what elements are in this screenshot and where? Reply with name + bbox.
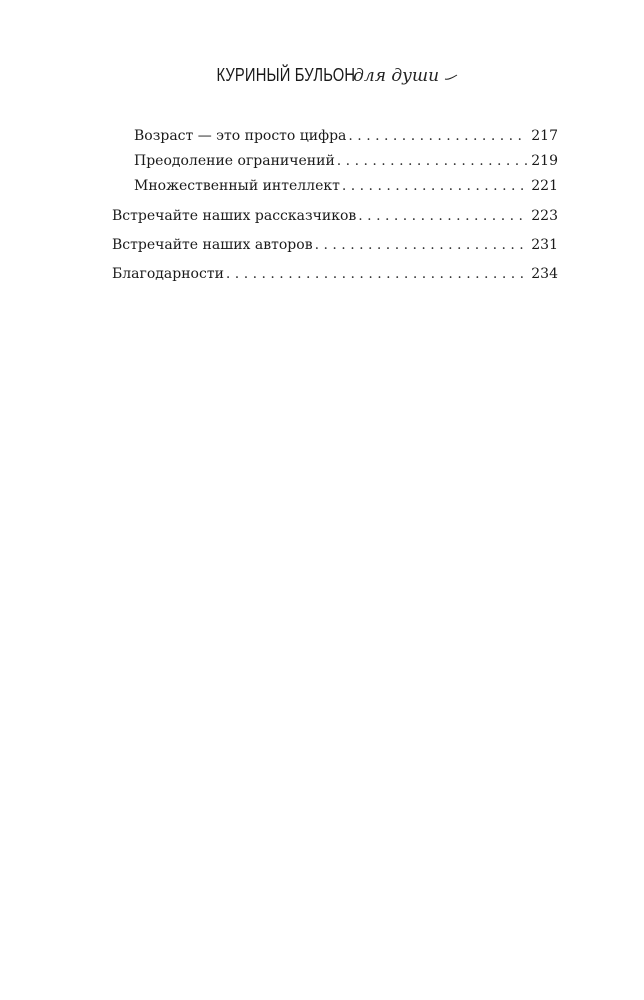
toc-entry-title: Благодарности	[112, 266, 224, 282]
toc-dot-leader	[315, 237, 528, 253]
toc-entry-title: Возраст — это просто цифра	[134, 128, 347, 144]
toc-entry-page: 219	[531, 153, 558, 169]
flourish-icon	[444, 71, 458, 81]
toc-entry	[112, 237, 558, 266]
toc-dot-leader	[337, 153, 527, 169]
toc-dot-leader	[226, 266, 527, 282]
table-of-contents	[112, 128, 558, 295]
toc-entry-title: Преодоление ограничений	[134, 153, 335, 169]
toc-entry-title: Встречайте наших рассказчиков	[112, 208, 357, 224]
toc-entry-page: 234	[531, 266, 558, 282]
toc-dot-leader	[342, 178, 527, 194]
toc-entry-title: Встречайте наших авторов	[112, 237, 313, 253]
running-head-script-subtitle: для души	[353, 66, 440, 86]
toc-entry-page: 217	[531, 128, 558, 144]
running-head	[0, 66, 644, 85]
toc-entry	[112, 178, 558, 203]
toc-entry-page: 231	[531, 237, 558, 253]
toc-entry-page: 221	[531, 178, 558, 194]
toc-entry	[112, 266, 558, 295]
running-head-title: КУРИНЫЙ БУЛЬОН	[216, 65, 356, 85]
toc-entry	[112, 208, 558, 237]
toc-entry	[112, 153, 558, 178]
toc-dot-leader	[348, 128, 527, 144]
toc-entry-page: 223	[531, 208, 558, 224]
toc-entry-title: Множественный интеллект	[134, 178, 340, 194]
toc-dot-leader	[358, 208, 527, 224]
toc-entry	[112, 128, 558, 153]
